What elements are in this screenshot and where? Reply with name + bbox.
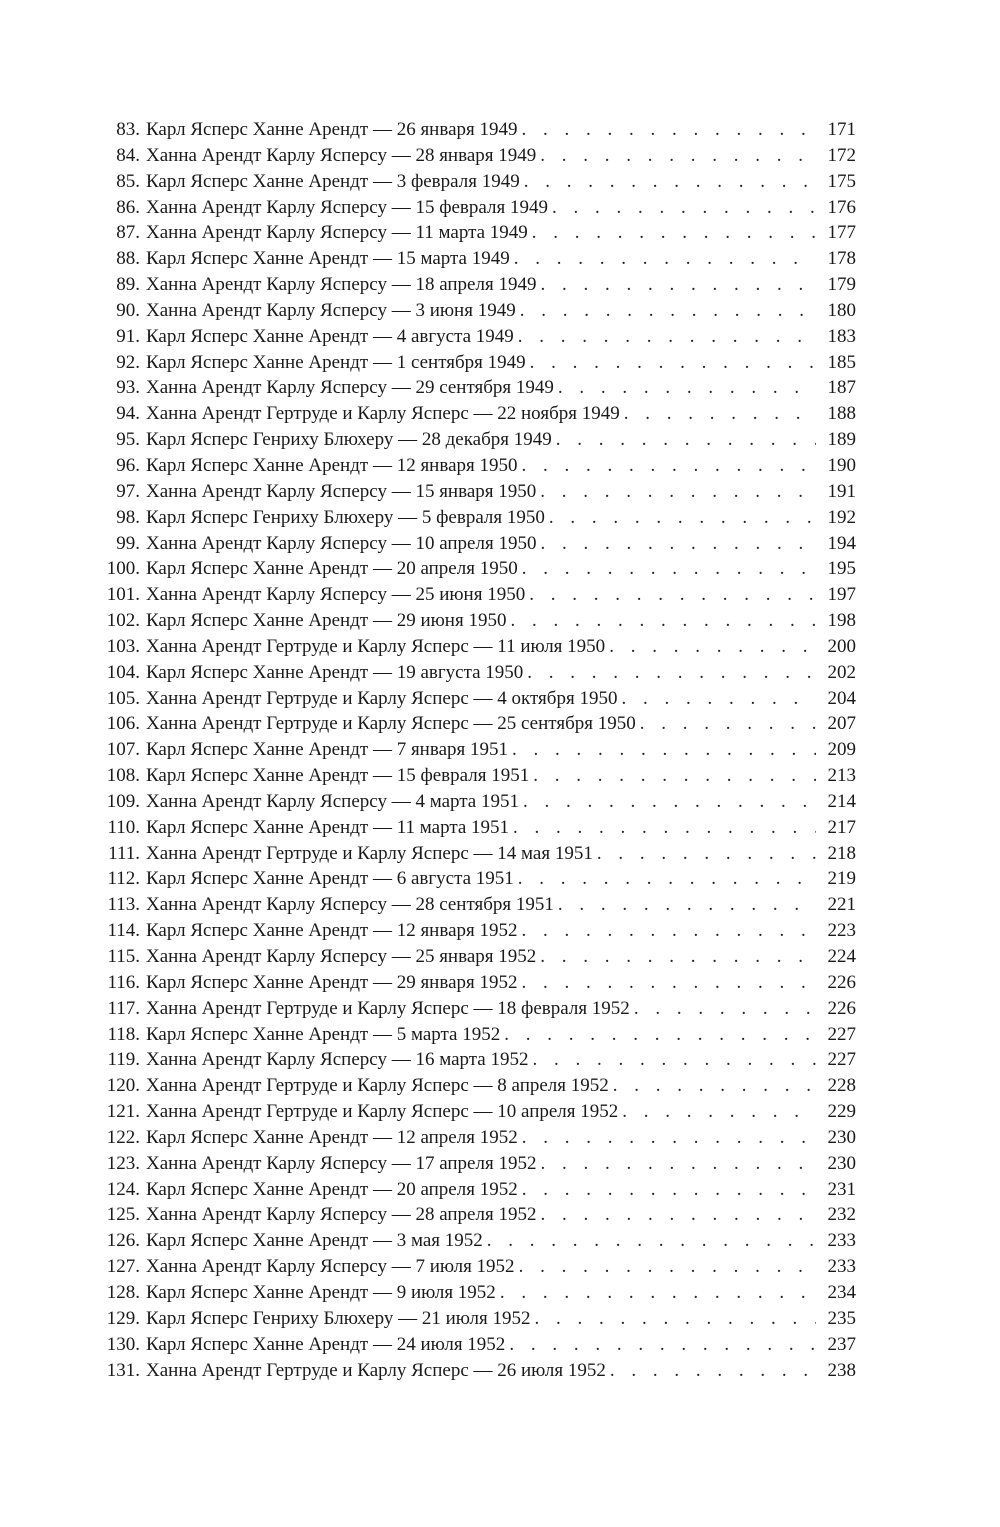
entry-number: 97. [116,480,140,502]
dot-leader [522,1125,816,1151]
entry-title: Карл Ясперс Ханне Арендт — 20 апреля 1950 [146,558,518,580]
dot-leader [530,350,816,376]
dot-leader [509,1332,816,1358]
dot-leader [624,401,816,427]
entry-title: Ханна Арендт Карлу Ясперсу — 4 марта 1951 [146,790,519,812]
dot-leader [514,246,816,272]
entry-number: 90. [116,299,140,321]
entry-page-number: 188 [827,403,856,425]
entry-page-number: 214 [827,790,856,812]
dot-leader [610,1358,816,1384]
dot-leader [522,1177,816,1203]
toc-entry [96,944,856,970]
entry-page-number: 207 [827,713,856,735]
entry-page-number: 237 [827,1333,856,1355]
entry-page-number: 204 [827,687,856,709]
toc-entry [96,686,856,712]
dot-leader [597,841,816,867]
entry-number: 86. [116,196,140,218]
entry-title: Ханна Арендт Карлу Ясперсу — 11 марта 1949 [146,222,528,244]
dot-leader [522,970,817,996]
entry-title: Карл Ясперс Ханне Арендт — 6 августа 1951 [146,868,514,890]
entry-page-number: 217 [827,816,856,838]
entry-page-number: 178 [827,248,856,270]
dot-leader [524,169,816,195]
entry-number: 94. [116,403,140,425]
entry-title: Ханна Арендт Карлу Ясперсу — 17 апреля 1952 [146,1152,537,1174]
entry-number: 131. [106,1359,140,1381]
toc-entry [96,608,856,634]
entry-page-number: 195 [827,558,856,580]
entry-page-number: 194 [827,532,856,554]
toc-entry [96,711,856,737]
entry-number: 89. [116,274,140,296]
entry-number: 114. [107,920,140,942]
entry-number: 126. [106,1230,140,1252]
entry-page-number: 230 [827,1126,856,1148]
entry-number: 92. [116,351,140,373]
entry-title: Ханна Арендт Карлу Ясперсу — 15 февраля 1949 [146,196,548,218]
toc-entry [96,1177,856,1203]
entry-number: 101. [106,584,140,606]
toc-entry [96,789,856,815]
entry-number: 116. [107,971,140,993]
toc-entry [96,143,856,169]
dot-leader [533,1047,817,1073]
dot-leader [500,1280,816,1306]
entry-title: Ханна Арендт Гертруде и Карлу Ясперс — 14 мая 1951 [146,842,593,864]
toc-entry [96,815,856,841]
entry-number: 95. [116,429,140,451]
entry-number: 124. [106,1178,140,1200]
toc-entry [96,1280,856,1306]
toc-entry [96,375,856,401]
toc-entry [96,453,856,479]
entry-title: Ханна Арендт Карлу Ясперсу — 15 января 1950 [146,480,537,502]
dot-leader [522,117,817,143]
entry-title: Ханна Арендт Гертруде и Карлу Ясперс — 10 апреля 1952 [146,1101,619,1123]
entry-title: Ханна Арендт Карлу Ясперсу — 28 сентября 1951 [146,894,554,916]
entry-page-number: 226 [827,997,856,1019]
entry-title: Ханна Арендт Карлу Ясперсу — 10 апреля 1950 [146,532,537,554]
entry-number: 109. [106,790,140,812]
entry-title: Карл Ясперс Ханне Арендт — 12 января 1950 [146,454,518,476]
entry-number: 125. [106,1204,140,1226]
entry-number: 130. [106,1333,140,1355]
entry-number: 102. [106,610,140,632]
dot-leader [518,866,816,892]
toc-entry [96,350,856,376]
entry-page-number: 171 [827,119,856,140]
entry-title: Ханна Арендт Карлу Ясперсу — 25 июня 1950 [146,584,526,606]
entry-page-number: 231 [827,1178,856,1200]
dot-leader [534,1306,816,1332]
entry-title: Карл Ясперс Генриху Блюхеру — 5 февраля 1950 [146,506,545,528]
entry-page-number: 172 [827,144,856,166]
entry-title: Карл Ясперс Ханне Арендт — 29 января 1952 [146,971,518,993]
dot-leader [522,556,816,582]
entry-title: Карл Ясперс Ханне Арендт — 20 апреля 1952 [146,1178,518,1200]
entry-page-number: 176 [827,196,856,218]
entry-title: Ханна Арендт Гертруде и Карлу Ясперс — 8 апреля 1952 [146,1075,609,1097]
entry-page-number: 232 [827,1204,856,1226]
dot-leader [487,1228,816,1254]
entry-title: Карл Ясперс Ханне Арендт — 3 февраля 1949 [146,170,520,192]
toc-entry [96,298,856,324]
entry-page-number: 223 [827,920,856,942]
entry-number: 121. [106,1101,140,1123]
entry-title: Ханна Арендт Карлу Ясперсу — 28 апреля 1952 [146,1204,537,1226]
entry-number: 122. [106,1126,140,1148]
toc-entry [96,866,856,892]
dot-leader [518,324,816,350]
entry-title: Карл Ясперс Ханне Арендт — 15 марта 1949 [146,248,510,270]
entry-page-number: 238 [827,1359,856,1381]
dot-leader [522,453,817,479]
dot-leader [609,634,816,660]
entry-number: 85. [116,170,140,192]
toc-entry [96,1332,856,1358]
entry-page-number: 179 [827,274,856,296]
entry-title: Карл Ясперс Ханне Арендт — 12 апреля 1952 [146,1126,518,1148]
entry-number: 106. [106,713,140,735]
entry-title: Ханна Арендт Карлу Ясперсу — 3 июня 1949 [146,299,516,321]
entry-number: 113. [107,894,140,916]
toc-entry [96,892,856,918]
toc-entry [96,556,856,582]
entry-number: 107. [106,739,140,761]
toc-entry [96,918,856,944]
entry-number: 111. [108,842,140,864]
dot-leader [540,1151,816,1177]
entry-number: 127. [106,1256,140,1278]
dot-leader [512,737,816,763]
toc-entry [96,272,856,298]
entry-page-number: 227 [827,1023,856,1045]
dot-leader [549,505,816,531]
dot-leader [513,815,816,841]
entry-page-number: 233 [827,1230,856,1252]
entry-title: Карл Ясперс Ханне Арендт — 15 февраля 1951 [146,765,530,787]
toc-entry [96,970,856,996]
entry-page-number: 180 [827,299,856,321]
entry-page-number: 228 [827,1075,856,1097]
entry-number: 128. [106,1281,140,1303]
dot-leader [621,686,816,712]
entry-title: Карл Ясперс Ханне Арендт — 11 марта 1951 [146,816,510,838]
toc-entry [96,634,856,660]
entry-title: Ханна Арендт Гертруде и Карлу Ясперс — 11 июля 1950 [146,635,606,657]
entry-title: Карл Ясперс Ханне Арендт — 12 января 1952 [146,920,518,942]
dot-leader [540,479,816,505]
toc-entry [96,996,856,1022]
toc-entry [96,1254,856,1280]
entry-title: Ханна Арендт Гертруде и Карлу Ясперс — 18 февраля 1952 [146,997,630,1019]
toc-entry [96,1202,856,1228]
toc-entry [96,117,856,143]
toc-entry [96,531,856,557]
entry-title: Ханна Арендт Карлу Ясперсу — 16 марта 1952 [146,1049,529,1071]
entry-title: Карл Ясперс Ханне Арендт — 5 марта 1952 [146,1023,501,1045]
toc-entry [96,1151,856,1177]
entry-title: Карл Ясперс Ханне Арендт — 29 июня 1950 [146,610,507,632]
toc-entry [96,1228,856,1254]
entry-page-number: 233 [827,1256,856,1278]
entry-number: 87. [116,222,140,244]
dot-leader [558,892,816,918]
entry-number: 115. [107,946,140,967]
dot-leader [532,220,816,246]
toc-entry [96,660,856,686]
toc-entry [96,737,856,763]
dot-leader [556,427,816,453]
dot-leader [622,1099,816,1125]
toc-entry [96,195,856,221]
entry-page-number: 221 [827,894,856,916]
entry-number: 98. [116,506,140,528]
entry-title: Карл Ясперс Генриху Блюхеру — 21 июля 1952 [146,1307,531,1329]
entry-number: 129. [106,1307,140,1329]
entry-page-number: 190 [827,454,856,476]
entry-page-number: 219 [827,868,856,890]
entry-number: 123. [106,1152,140,1174]
entry-page-number: 209 [827,739,856,761]
toc-entry [96,763,856,789]
toc-entry [96,427,856,453]
toc-entry [96,169,856,195]
dot-leader [527,660,816,686]
entry-page-number: 229 [827,1101,856,1123]
table-of-contents [96,117,856,1383]
entry-page-number: 197 [827,584,856,606]
entry-number: 120. [106,1075,140,1097]
entry-number: 88. [116,248,140,270]
dot-leader [533,763,816,789]
entry-title: Карл Ясперс Ханне Арендт — 24 июля 1952 [146,1333,506,1355]
entry-number: 105. [106,687,140,709]
entry-title: Ханна Арендт Карлу Ясперсу — 18 апреля 1949 [146,274,537,296]
entry-number: 99. [116,532,140,554]
entry-page-number: 234 [827,1281,856,1303]
entry-title: Ханна Арендт Карлу Ясперсу — 25 января 1952 [146,946,537,967]
entry-title: Ханна Арендт Карлу Ясперсу — 29 сентября 1949 [146,377,554,399]
dot-leader [540,944,816,970]
entry-number: 83. [116,119,140,140]
toc-entry [96,841,856,867]
entry-page-number: 230 [827,1152,856,1174]
entry-number: 84. [116,144,140,166]
toc-entry [96,1047,856,1073]
dot-leader [540,272,816,298]
dot-leader [519,1254,816,1280]
entry-number: 91. [116,325,140,347]
toc-entry [96,324,856,350]
entry-page-number: 202 [827,661,856,683]
entry-title: Ханна Арендт Гертруде и Карлу Ясперс — 25 сентября 1950 [146,713,636,735]
entry-title: Карл Ясперс Ханне Арендт — 26 января 1949 [146,119,518,140]
entry-number: 100. [106,558,140,580]
entry-page-number: 192 [827,506,856,528]
dot-leader [540,143,816,169]
entry-page-number: 235 [827,1307,856,1329]
entry-page-number: 183 [827,325,856,347]
entry-page-number: 175 [827,170,856,192]
toc-entry [96,220,856,246]
entry-title: Ханна Арендт Гертруде и Карлу Ясперс — 4 октября 1950 [146,687,618,709]
entry-page-number: 200 [827,635,856,657]
toc-entry [96,1073,856,1099]
dot-leader [523,789,816,815]
toc-entry [96,1306,856,1332]
entry-page-number: 191 [827,480,856,502]
entry-page-number: 198 [827,610,856,632]
entry-number: 104. [106,661,140,683]
entry-title: Ханна Арендт Гертруде и Карлу Ясперс — 22 ноября 1949 [146,403,620,425]
dot-leader [504,1022,816,1048]
dot-leader [540,531,816,557]
dot-leader [520,298,816,324]
entry-number: 117. [107,997,140,1019]
entry-number: 103. [106,635,140,657]
entry-title: Карл Ясперс Ханне Арендт — 7 января 1951 [146,739,508,761]
entry-page-number: 185 [827,351,856,373]
entry-title: Карл Ясперс Ханне Арендт — 1 сентября 1949 [146,351,526,373]
toc-entry [96,1358,856,1384]
entry-number: 96. [116,454,140,476]
toc-entry [96,246,856,272]
entry-title: Ханна Арендт Карлу Ясперсу — 28 января 1949 [146,144,537,166]
toc-entry [96,401,856,427]
toc-entry [96,505,856,531]
entry-page-number: 227 [827,1049,856,1071]
dot-leader [529,582,816,608]
entry-title: Карл Ясперс Ханне Арендт — 9 июля 1952 [146,1281,496,1303]
entry-title: Ханна Арендт Гертруде и Карлу Ясперс — 26 июля 1952 [146,1359,606,1381]
entry-title: Карл Ясперс Ханне Арендт — 3 мая 1952 [146,1230,483,1252]
entry-number: 119. [107,1049,140,1071]
entry-page-number: 213 [827,765,856,787]
entry-page-number: 177 [827,222,856,244]
entry-title: Ханна Арендт Карлу Ясперсу — 7 июля 1952 [146,1256,515,1278]
entry-title: Карл Ясперс Генриху Блюхеру — 28 декабря 1949 [146,429,552,451]
entry-number: 118. [107,1023,140,1045]
dot-leader [522,918,817,944]
dot-leader [540,1202,816,1228]
dot-leader [634,996,816,1022]
dot-leader [613,1073,816,1099]
entry-number: 112. [107,868,140,890]
entry-number: 108. [106,765,140,787]
entry-page-number: 224 [827,946,856,967]
dot-leader [552,195,816,221]
entry-number: 110. [107,816,140,838]
entry-number: 93. [116,377,140,399]
dot-leader [640,711,816,737]
toc-entry [96,1022,856,1048]
toc-entry [96,582,856,608]
toc-entry [96,479,856,505]
dot-leader [558,375,816,401]
toc-entry [96,1125,856,1151]
entry-title: Карл Ясперс Ханне Арендт — 19 августа 1950 [146,661,524,683]
entry-page-number: 189 [827,429,856,451]
toc-entry [96,1099,856,1125]
entry-page-number: 226 [827,971,856,993]
entry-page-number: 187 [827,377,856,399]
entry-page-number: 218 [827,842,856,864]
entry-title: Карл Ясперс Ханне Арендт — 4 августа 1949 [146,325,514,347]
dot-leader [510,608,816,634]
